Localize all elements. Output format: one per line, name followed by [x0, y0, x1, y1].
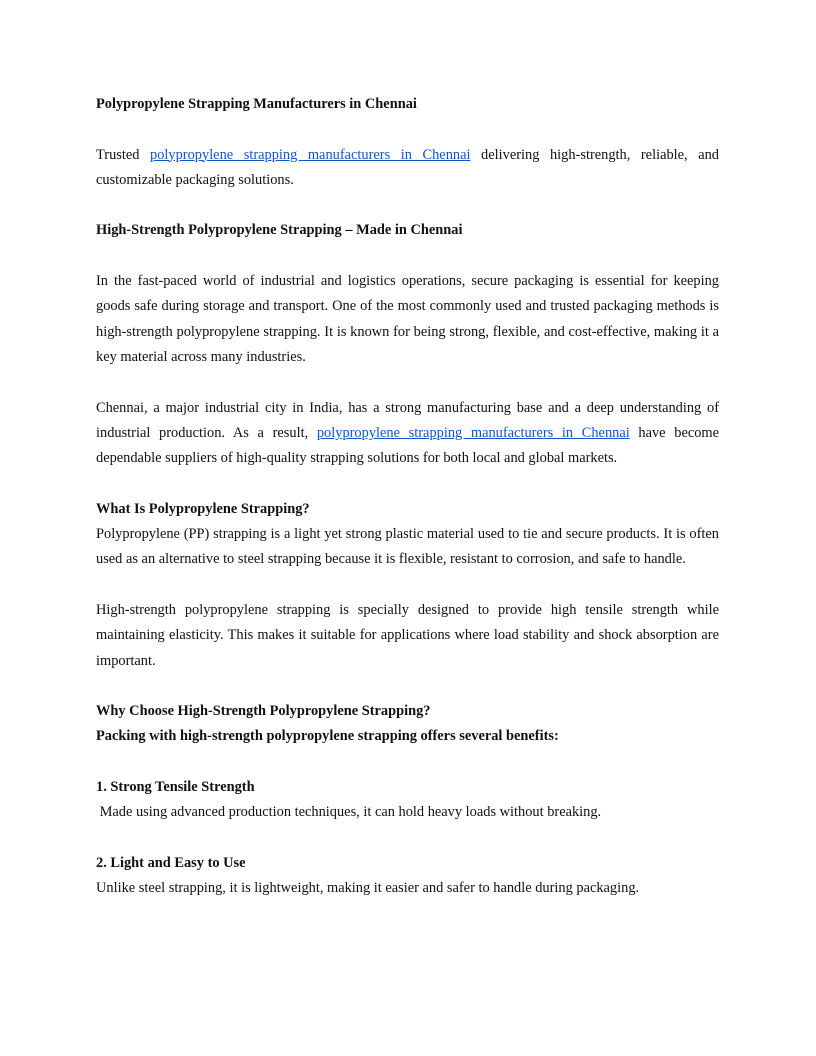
- spacer: [96, 826, 719, 851]
- heading-what-is: What Is Polypropylene Strapping?: [96, 500, 310, 517]
- spacer: [96, 573, 719, 598]
- heading-made-in-chennai: High-Strength Polypropylene Strapping – Made in Chennai: [96, 222, 463, 239]
- document-page: [96, 92, 719, 902]
- heading-why-choose: Why Choose High-Strength Polypropylene Strapping?: [96, 703, 431, 720]
- benefit-title: 1. Strong Tensile Strength: [96, 779, 255, 796]
- intro-text-before: Trusted: [96, 146, 151, 163]
- spacer: [96, 471, 719, 496]
- benefit-text: Unlike steel strapping, it is lightweight, making it easier and safer to handle during packaging.: [96, 880, 640, 897]
- benefit-text: Made using advanced production techniques, it can hold heavy loads without breaking.: [96, 804, 602, 821]
- paragraph-pp-definition: Polypropylene (PP) strapping is a light yet strong plastic material used to tie and secure products. It is often used as an alternative to steel strapping because it is flexible, resistant to corrosion, and safe to handle.: [96, 526, 719, 568]
- spacer: [96, 193, 719, 218]
- spacer: [96, 370, 719, 395]
- chennai-text-before: Chennai, a major industrial city in India, has a strong manufacturing base and a deep understanding of industrial production. As a result,: [96, 399, 719, 441]
- manufacturers-link-1[interactable]: polypropylene strapping manufacturers in Chennai: [150, 146, 471, 163]
- paragraph-chennai: [96, 396, 719, 472]
- intro-paragraph: [96, 143, 719, 194]
- paragraph-industrial-packaging: In the fast-paced world of industrial and logistics operations, secure packaging is essential for keeping goods safe during storage and transport. One of the most commonly used and trusted packaging methods is high-strength polypropylene strapping. It is known for being strong, flexible, and cost-effective, making it a key material across many industries.: [96, 273, 719, 365]
- manufacturers-link-2[interactable]: polypropylene strapping manufacturers in Chennai: [316, 424, 630, 441]
- heading-benefits-intro: Packing with high-strength polypropylene strapping offers several benefits:: [96, 728, 559, 745]
- spacer: [96, 244, 719, 269]
- spacer: [96, 117, 719, 142]
- intro-text-after: delivering high-strength, reliable, and customizable packaging solutions.: [96, 146, 719, 188]
- paragraph-high-strength: High-strength polypropylene strapping is specially designed to provide high tensile strength while maintaining elasticity. This makes it suitable for applications where load stability and shock absorption are important.: [96, 601, 719, 669]
- spacer: [96, 750, 719, 775]
- spacer: [96, 674, 719, 699]
- benefit-title: 2. Light and Easy to Use: [96, 854, 246, 871]
- chennai-text-after: have become dependable suppliers of high-quality strapping solutions for both local and global markets.: [96, 424, 719, 467]
- document-title: Polypropylene Strapping Manufacturers in Chennai: [96, 96, 417, 112]
